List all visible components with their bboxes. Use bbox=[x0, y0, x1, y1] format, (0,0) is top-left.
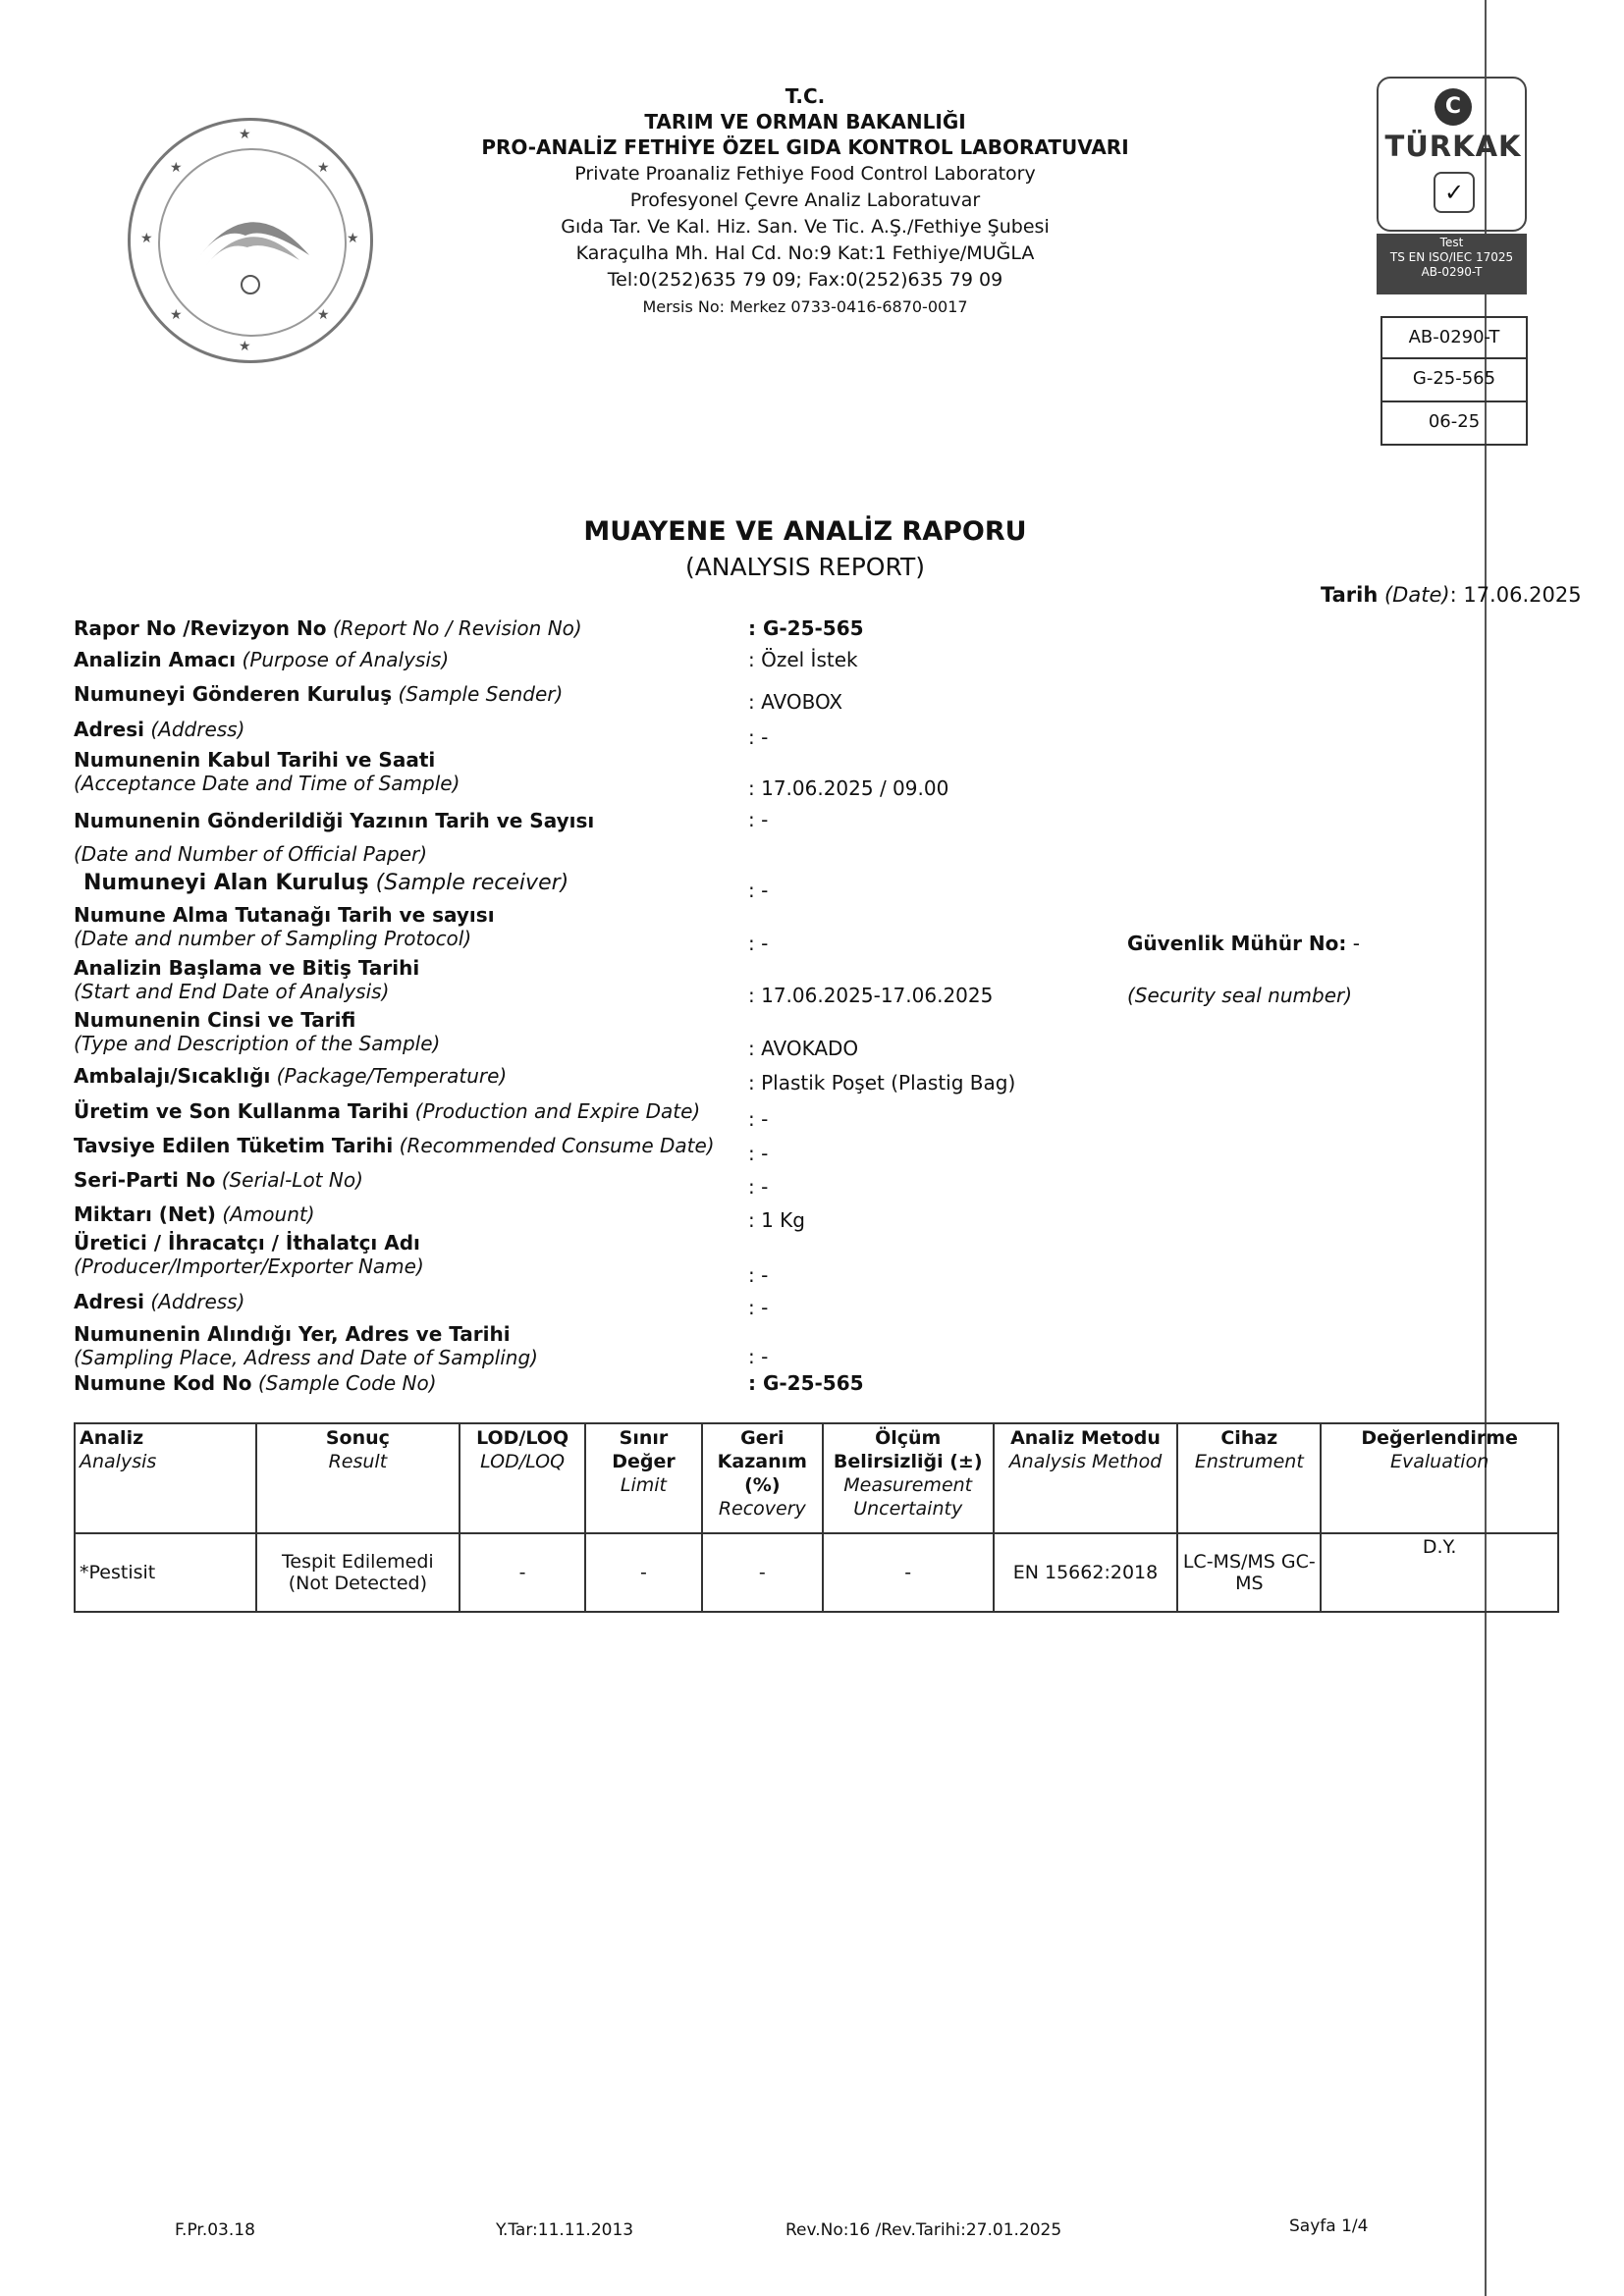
field-sender: Numuneyi Gönderen Kuruluş (Sample Sender) bbox=[74, 682, 564, 706]
field-address: Adresi (Address) bbox=[74, 718, 245, 741]
cell-method: EN 15662:2018 bbox=[994, 1533, 1178, 1612]
header-phone: Tel:0(252)635 79 09; Fax:0(252)635 79 09 bbox=[607, 269, 1003, 291]
value-sampling-place: : - bbox=[748, 1345, 769, 1368]
value-analysis-dates: : 17.06.2025-17.06.2025 bbox=[748, 984, 994, 1007]
results-table bbox=[74, 1422, 1559, 1613]
header-address: Karaçulha Mh. Hal Cd. No:9 Kat:1 Fethiye/MUĞLA bbox=[575, 242, 1035, 264]
table-row bbox=[75, 1533, 1558, 1612]
header-tc: T.C. bbox=[785, 84, 826, 108]
value-sampling-protocol: : - bbox=[748, 932, 769, 955]
field-producer-address: Adresi (Address) bbox=[74, 1290, 245, 1313]
field-consume-date: Tavsiye Edilen Tüketim Tarihi (Recommended Consume Date) bbox=[74, 1134, 715, 1157]
ministry-seal-logo: ★ ★ ★ ★ ★ ★ ★ ★ bbox=[128, 118, 373, 363]
field-analysis-dates: Analizin Başlama ve Bitiş Tarihi (Start and End Date of Analysis) bbox=[74, 956, 420, 1003]
footer-form-code: F.Pr.03.18 bbox=[175, 2220, 255, 2240]
value-sender: : AVOBOX bbox=[748, 690, 843, 714]
field-receiver: Numuneyi Alan Kuruluş (Sample receiver) bbox=[83, 871, 569, 895]
footer-ytar: Y.Tar:11.11.2013 bbox=[496, 2220, 634, 2240]
value-official-paper: : - bbox=[748, 808, 769, 831]
col-instrument: Cihaz Enstrument bbox=[1177, 1423, 1321, 1533]
value-receiver: : - bbox=[748, 879, 769, 902]
accreditation-code-box: AB-0290-T bbox=[1380, 316, 1528, 359]
header-lab-name: PRO-ANALİZ FETHİYE ÖZEL GIDA KONTROL LABORATUVARI bbox=[481, 135, 1129, 159]
field-production-expire: Üretim ve Son Kullanma Tarihi (Production and Expire Date) bbox=[74, 1099, 701, 1123]
col-limit: Sınır Değer Limit bbox=[585, 1423, 702, 1533]
report-title: MUAYENE VE ANALİZ RAPORU bbox=[583, 516, 1027, 547]
value-purpose: : Özel İstek bbox=[748, 648, 858, 671]
report-subtitle: (ANALYSIS REPORT) bbox=[684, 553, 926, 581]
field-amount: Miktarı (Net) (Amount) bbox=[74, 1202, 315, 1226]
cell-lod-loq: - bbox=[460, 1533, 585, 1612]
table-header-row bbox=[75, 1423, 1558, 1533]
cell-limit: - bbox=[585, 1533, 702, 1612]
header-company: Gıda Tar. Ve Kal. Hiz. San. Ve Tic. A.Ş./Fethiye Şubesi bbox=[561, 216, 1050, 238]
col-uncertainty: Ölçüm Belirsizliği (±) Measurement Uncertainty bbox=[823, 1423, 994, 1533]
field-sampling-place: Numunenin Alındığı Yer, Adres ve Tarihi (Sampling Place, Adress and Date of Sampling) bbox=[74, 1322, 538, 1369]
field-producer: Üretici / İhracatçı / İthalatçı Adı (Producer/Importer/Exporter Name) bbox=[74, 1231, 424, 1278]
header-mersis: Mersis No: Merkez 0733-0416-6870-0017 bbox=[642, 297, 968, 316]
cell-result: Tespit Edilemedi (Not Detected) bbox=[256, 1533, 460, 1612]
field-serial-lot: Seri-Parti No (Serial-Lot No) bbox=[74, 1168, 363, 1192]
value-producer-address: : - bbox=[748, 1296, 769, 1319]
accreditation-test-label: Test TS EN ISO/IEC 17025 AB-0290-T bbox=[1377, 234, 1527, 294]
col-method: Analiz Metodu Analysis Method bbox=[994, 1423, 1178, 1533]
col-recovery: Geri Kazanım (%) Recovery bbox=[702, 1423, 823, 1533]
col-lod-loq: LOD/LOQ LOD/LOQ bbox=[460, 1423, 585, 1533]
turkak-c-icon: C bbox=[1435, 88, 1472, 126]
value-report-no: : G-25-565 bbox=[748, 616, 864, 640]
period-code-box: 06-25 bbox=[1380, 402, 1528, 446]
field-sample-type: Numunenin Cinsi ve Tarifi (Type and Description of the Sample) bbox=[74, 1008, 441, 1055]
field-report-no: Rapor No /Revizyon No (Report No / Revision No) bbox=[74, 616, 582, 640]
field-purpose: Analizin Amacı (Purpose of Analysis) bbox=[74, 648, 450, 671]
report-code-box: G-25-565 bbox=[1380, 359, 1528, 402]
value-acceptance: : 17.06.2025 / 09.00 bbox=[748, 776, 949, 800]
header-ministry: TARIM VE ORMAN BAKANLIĞI bbox=[644, 110, 966, 133]
cell-instrument: LC-MS/MS GC-MS bbox=[1177, 1533, 1321, 1612]
field-sample-code: Numune Kod No (Sample Code No) bbox=[74, 1371, 437, 1395]
value-address: : - bbox=[748, 725, 769, 749]
report-date: Tarih (Date): 17.06.2025 bbox=[1321, 583, 1582, 607]
check-icon: ✓ bbox=[1434, 172, 1475, 213]
value-package: : Plastik Poşet (Plastig Bag) bbox=[748, 1071, 1016, 1095]
cell-analysis: *Pestisit bbox=[75, 1533, 256, 1612]
value-amount: : 1 Kg bbox=[748, 1208, 805, 1232]
field-sampling-protocol: Numune Alma Tutanağı Tarih ve sayısı (Date and number of Sampling Protocol) bbox=[74, 903, 495, 950]
value-consume-date: : - bbox=[748, 1142, 769, 1165]
value-sample-type: : AVOKADO bbox=[748, 1037, 859, 1060]
value-producer: : - bbox=[748, 1263, 769, 1287]
field-official-paper: Numunenin Gönderildiği Yazının Tarih ve Sayısı (Date and Number of Official Paper) bbox=[74, 809, 595, 866]
value-sample-code: : G-25-565 bbox=[748, 1371, 864, 1395]
cell-uncertainty: - bbox=[823, 1533, 994, 1612]
header-line-env: Profesyonel Çevre Analiz Laboratuvar bbox=[629, 189, 981, 211]
turkak-logo: C TÜRKAK ✓ bbox=[1377, 77, 1527, 232]
col-analysis: Analiz Analysis bbox=[75, 1423, 256, 1533]
field-acceptance: Numunenin Kabul Tarihi ve Saati (Acceptance Date and Time of Sample) bbox=[74, 748, 460, 795]
value-production-expire: : - bbox=[748, 1107, 769, 1131]
col-result: Sonuç Result bbox=[256, 1423, 460, 1533]
footer-revision: Rev.No:16 /Rev.Tarihi:27.01.2025 bbox=[785, 2220, 1062, 2240]
footer-page-number: Sayfa 1/4 bbox=[1289, 2216, 1369, 2236]
cell-evaluation: D.Y. bbox=[1321, 1533, 1558, 1612]
col-evaluation: Değerlendirme Evaluation bbox=[1321, 1423, 1558, 1533]
value-serial-lot: : - bbox=[748, 1175, 769, 1199]
cell-recovery: - bbox=[702, 1533, 823, 1612]
security-seal-en: (Security seal number) bbox=[1127, 984, 1353, 1007]
header-lab-name-en: Private Proanaliz Fethiye Food Control Laboratory bbox=[574, 163, 1036, 185]
security-seal: Güvenlik Mühür No: - bbox=[1127, 932, 1360, 955]
field-package: Ambalajı/Sıcaklığı (Package/Temperature) bbox=[74, 1064, 508, 1088]
